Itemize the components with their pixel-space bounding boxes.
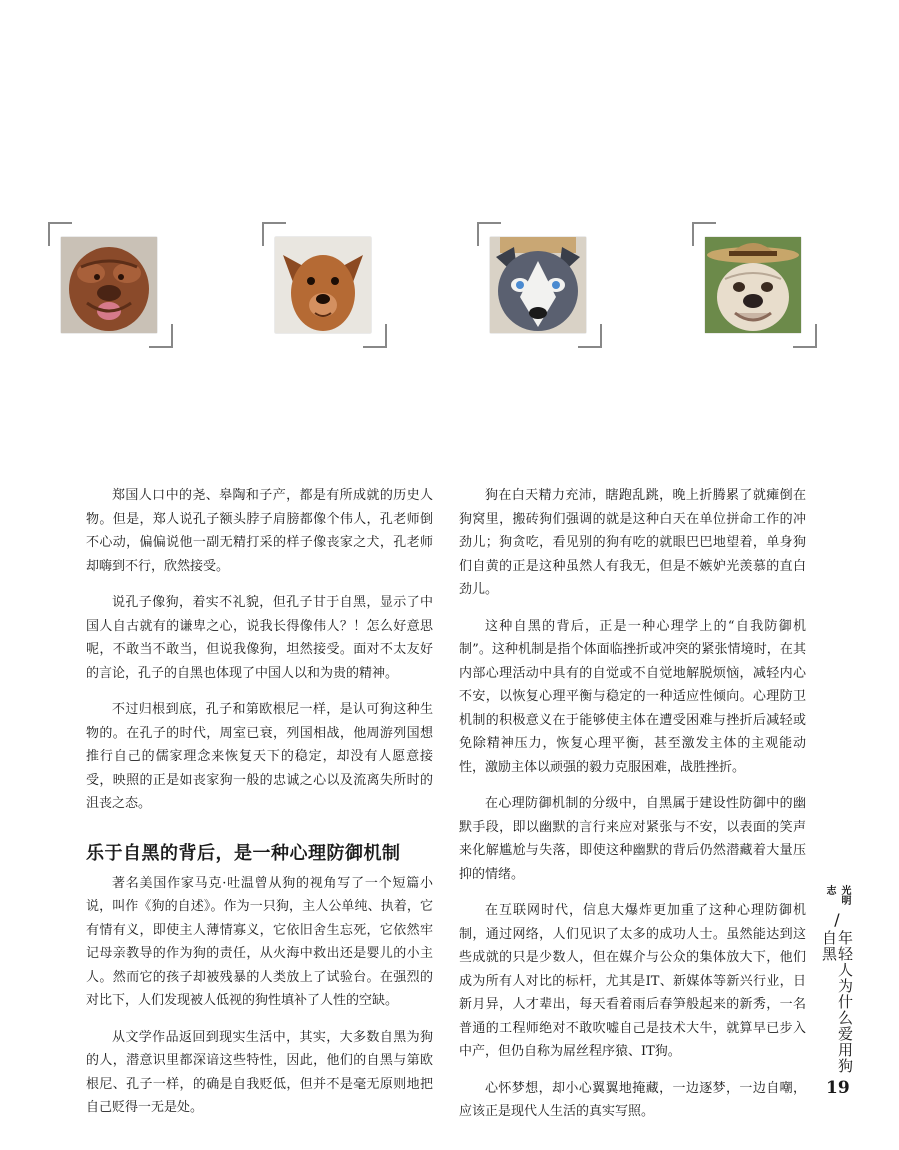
photo-mastiff	[48, 222, 173, 348]
left-paragraph-5: 从文学作品返回到现实生活中，其实，大多数自黑为狗的人，潜意识里都深谙这些特性，因此，他们的自黑与第欧根尼、孔子一样，的确是自我贬低，但并不是毫无原则地把自己贬得一无是处。	[86, 1029, 433, 1115]
right-paragraph-4: 在互联网时代，信息大爆炸更加重了这种心理防御机制，通过网络，人们见识了太多的成功人士。虽然能达到这些成就的只是少数人，但在媒介与公众的集体放大下，他们成为所有人对比的标杆，尤其是IT、新媒体等新兴行业，日新月异，人才辈出，每天看着雨后春笋般起来的新秀，一名普通的工程师绝对不敢吹嘘自己是技术大牛，就算早已步入中产，但仍自称为屌丝程序猿、IT狗。	[459, 903, 806, 1059]
right-paragraph-1: 狗在白天精力充沛，瞎跑乱跳，晚上折腾累了就瘫倒在狗窝里，搬砖狗们强调的就是这种白天在单位拼命工作的冲劲儿；狗贪吃，看见别的狗有吃的就眼巴巴地望着，单身狗们自黄的正是这种虽然人有我无，但是不嫉妒光羡慕的直白劲儿。	[459, 488, 806, 597]
left-paragraph-2: 说孔子像狗，着实不礼貌，但孔子甘于自黑，显示了中国人自古就有的谦卑之心，说我长得像伟人？！怎么好意思呢，不敢当不敢当，但说我像狗，坦然接受。面对不太友好的言论，孔子的自黑也体现了中国人以和为贵的精神。	[86, 595, 433, 681]
left-paragraph-4: 著名美国作家马克·吐温曾从狗的视角写了一个短篇小说，叫作《狗的自述》。作为一只狗，主人公单纯、执着，它有情有义，即使主人薄情寡义，它依旧舍生忘死，它依然牢记母亲教导的作为狗的责任，从火海中救出还是婴儿的小主人。然而它的孩子却被残暴的人类放上了试验台。在强烈的对比下，人们发现被人低视的狗性填补了人性的空缺。	[86, 875, 433, 1008]
photo-bulldog	[692, 222, 817, 348]
left-paragraph-1: 郑国人口中的尧、皋陶和子产，都是有所成就的历史人物。但是，郑人说孔子额头脖子肩膀都像个伟人，孔老师倒不心动，偏偏说他一副无精打采的样子像丧家之犬，孔老师却嗨到不行，欣然接受。	[86, 488, 433, 574]
right-column	[459, 484, 806, 1137]
page-number: 19	[826, 1078, 850, 1098]
running-head-separator: /	[834, 909, 840, 929]
photo-husky	[477, 222, 602, 348]
right-paragraph-2: 这种自黑的背后，正是一种心理学上的“自我防御机制”。这种机制是指个体面临挫折或冲突的紧张情境时，在其内部心理活动中具有的自觉或不自觉地解脱烦恼，减轻内心不安，以恢复心理平衡与稳定的一种适应性倾向。心理防卫机制的积极意义在于能够使主体在遭受困难与挫折后减轻或免除精神压力，恢复心理平衡，甚至激发主体的主观能动性，激励主体以顽强的毅力克服困难，战胜挫折。	[459, 618, 806, 775]
section-heading: 乐于自黑的背后，是一种心理防御机制	[86, 842, 401, 864]
running-head	[820, 885, 854, 1075]
photo-brown-dog	[262, 222, 387, 348]
left-column	[86, 484, 433, 1133]
left-paragraph-3: 不过归根到底，孔子和第欧根尼一样，是认可狗这种生物的。在孔子的时代，周室已衰，列国相战，他周游列国想推行自己的儒家理念来恢复天下的稳定，却没有人愿意接受，映照的正是如丧家狗一般的忠诚之心以及流离失所时的沮丧之态。	[86, 702, 433, 811]
mastiff-dog-image	[61, 237, 157, 333]
magazine-name: 光明志	[824, 885, 850, 905]
article-title: 年轻人为什么爱用狗自黑	[820, 929, 854, 1074]
bulldog-image	[705, 237, 801, 333]
right-paragraph-5: 心怀梦想，却小心翼翼地掩藏，一边逐梦，一边自嘲，应该正是现代人生活的真实写照。	[459, 1080, 806, 1119]
husky-dog-image	[490, 237, 586, 333]
brown-dog-image	[275, 237, 371, 333]
right-paragraph-3: 在心理防御机制的分级中，自黑属于建设性防御中的幽默手段，即以幽默的言行来应对紧张与不安，以表面的笑声来化解尴尬与失落，即使这种幽默的背后仍然潜藏着大量压抑的情绪。	[459, 796, 806, 882]
photo-strip	[0, 222, 899, 352]
